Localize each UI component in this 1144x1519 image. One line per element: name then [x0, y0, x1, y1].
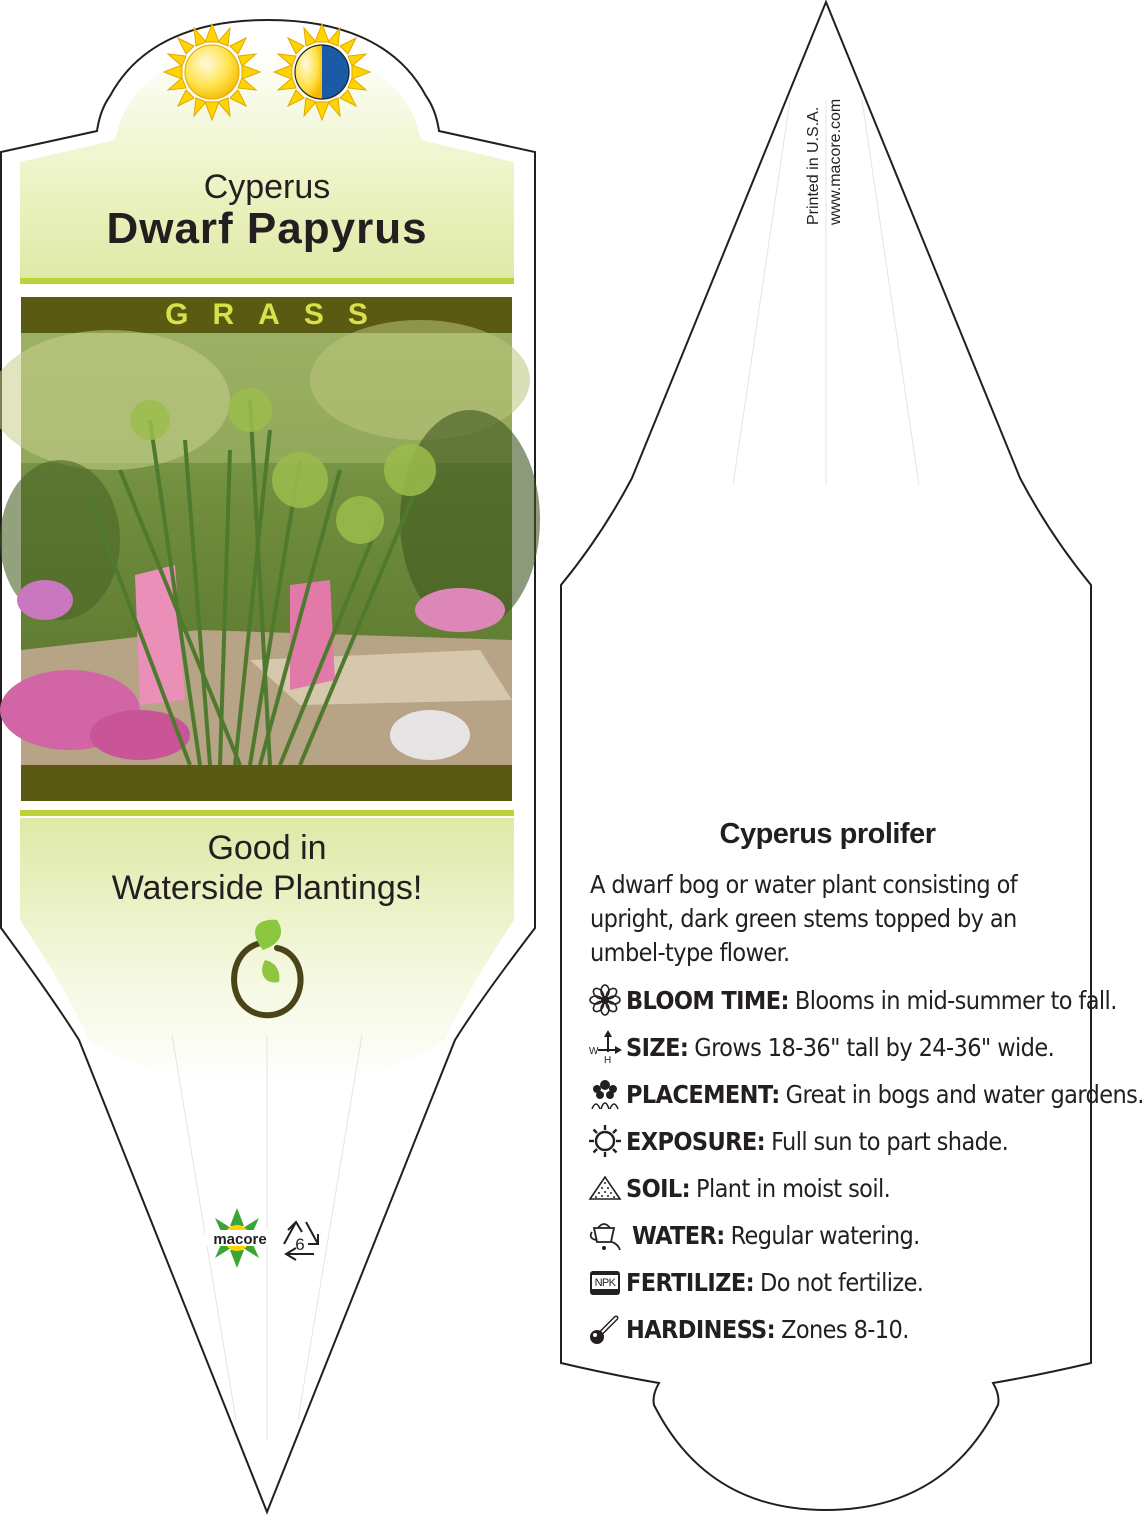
care-value-fertilize: Do not fertilize. — [760, 1267, 924, 1297]
photo-bottom-band — [21, 765, 512, 801]
printed-notice — [805, 60, 845, 230]
care-value-placement: Great in bogs and water gardens. — [785, 1079, 1144, 1109]
npk-label: NPK — [594, 1277, 616, 1289]
recycle-number: 6 — [295, 1235, 305, 1254]
header-accent-line — [20, 278, 514, 284]
tagline — [30, 828, 504, 908]
tagline-line-1: Good in — [207, 829, 327, 867]
bloom-icon — [588, 983, 622, 1017]
care-label-fertilize: FERTILIZE: — [626, 1267, 755, 1297]
size-w-label: W — [589, 1046, 598, 1057]
printed-line-2: www.macore.com — [827, 98, 844, 225]
full-sun-icon — [164, 24, 260, 120]
brand-text — [205, 1225, 275, 1251]
care-value-water: Regular watering. — [730, 1220, 920, 1250]
plant-category: GRASS — [165, 298, 392, 331]
care-value-soil: Plant in moist soil. — [696, 1173, 891, 1203]
exposure-icon — [588, 1124, 622, 1158]
care-value-size: Grows 18-36" tall by 24-36" wide. — [694, 1032, 1055, 1062]
hardiness-icon — [588, 1312, 622, 1346]
part-shade-icon — [274, 24, 370, 120]
plant-genus: Cyperus — [203, 168, 331, 206]
care-label-exposure: EXPOSURE: — [626, 1126, 766, 1156]
care-row-size — [588, 1029, 1068, 1065]
care-label-bloom: BLOOM TIME: — [626, 985, 789, 1015]
care-row-soil — [588, 1170, 1068, 1206]
size-icon — [588, 1030, 622, 1064]
care-label-placement: PLACEMENT: — [626, 1079, 780, 1109]
care-value-bloom: Blooms in mid-summer to fall. — [794, 985, 1117, 1015]
brand-name: macore — [213, 1231, 267, 1248]
care-label-size: SIZE: — [626, 1032, 689, 1062]
care-row-bloom — [588, 982, 1117, 1018]
care-label-soil: SOIL: — [626, 1173, 691, 1203]
care-label-water: WATER: — [632, 1220, 725, 1250]
care-value-hardiness: Zones 8-10. — [781, 1314, 909, 1344]
care-row-exposure — [588, 1123, 1068, 1159]
printed-line-1: Printed in U.S.A. — [805, 106, 822, 225]
recycle-code — [288, 1232, 312, 1256]
care-label-hardiness: HARDINESS: — [626, 1314, 776, 1344]
care-value-exposure: Full sun to part shade. — [771, 1126, 1009, 1156]
footer-accent-line — [20, 810, 514, 816]
botanical-name: Cyperus prolifer — [719, 818, 936, 850]
care-row-hardiness — [588, 1311, 1068, 1347]
plant-photo — [0, 320, 540, 765]
plant-common-name: Dwarf Papyrus — [106, 204, 428, 253]
placement-icon — [588, 1077, 622, 1111]
soil-icon — [588, 1171, 622, 1205]
size-h-label: H — [604, 1055, 611, 1066]
fertilize-icon — [588, 1265, 622, 1299]
care-row-placement — [588, 1076, 1144, 1112]
care-row-water — [588, 1217, 1068, 1253]
care-row-fertilize — [588, 1264, 1068, 1300]
tagline-line-2: Waterside Plantings! — [111, 869, 423, 907]
water-icon — [588, 1218, 622, 1252]
plant-description: A dwarf bog or water plant consisting of upright, dark green stems topped by an umbel-type flower. — [590, 870, 1018, 967]
